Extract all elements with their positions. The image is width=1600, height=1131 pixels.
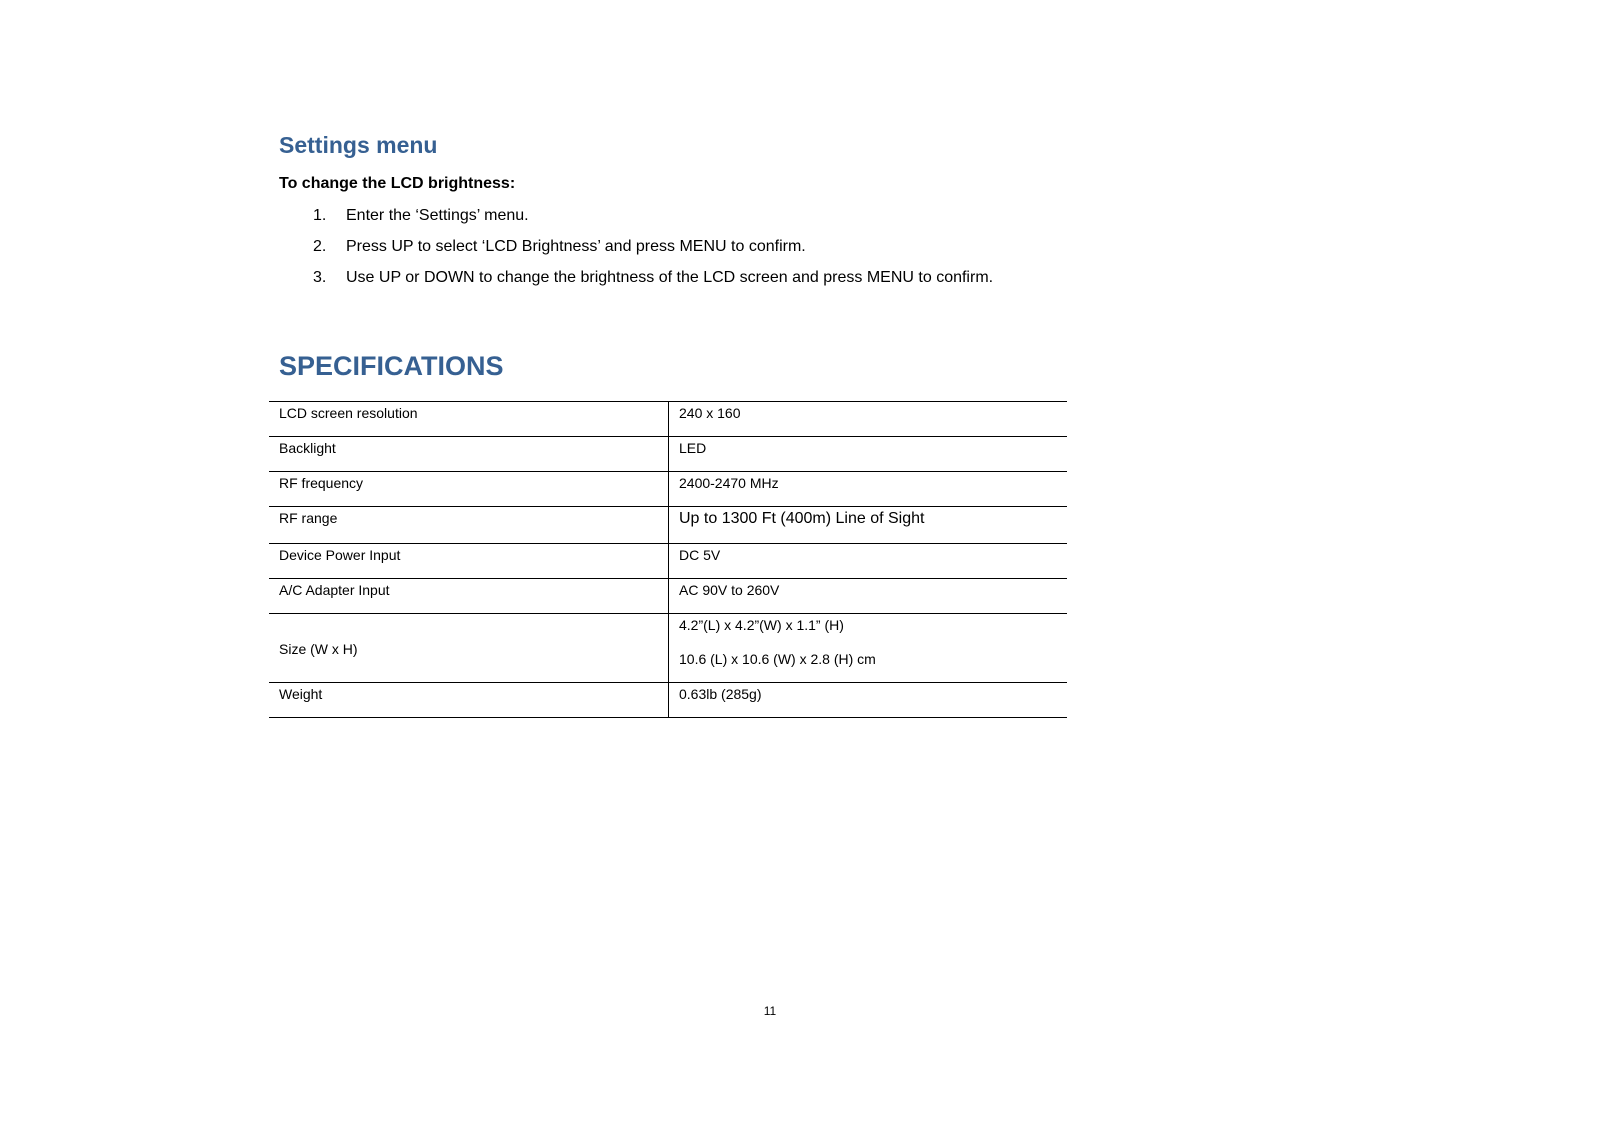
spec-value-cell	[669, 472, 1068, 507]
table-row	[269, 437, 1067, 472]
table-row	[269, 544, 1067, 579]
specifications-heading: SPECIFICATIONS	[279, 351, 504, 381]
step-text: Enter the ‘Settings’ menu.	[346, 207, 529, 224]
spec-label-cell	[269, 579, 669, 614]
specifications-table	[269, 401, 1067, 718]
spec-label: Size (W x H)	[279, 641, 358, 657]
spec-label-cell	[269, 472, 669, 507]
spec-value-cell	[669, 507, 1068, 544]
spec-label-cell	[269, 402, 669, 437]
table-row	[269, 614, 1067, 683]
step-text: Press UP to select ‘LCD Brightness’ and press MENU to confirm.	[346, 238, 806, 255]
spec-value-cell	[669, 437, 1068, 472]
spec-label: Backlight	[279, 440, 336, 456]
spec-value-cell	[669, 614, 1068, 683]
settings-menu-heading: Settings menu	[279, 132, 438, 158]
spec-value-cell	[669, 544, 1068, 579]
spec-label-cell	[269, 507, 669, 544]
spec-value: 240 x 160	[679, 405, 741, 421]
spec-label: RF frequency	[279, 475, 364, 491]
spec-label: LCD screen resolution	[279, 405, 418, 421]
spec-value-cell	[669, 402, 1068, 437]
table-row	[269, 402, 1067, 437]
spec-label-cell	[269, 544, 669, 579]
step-text: Use UP or DOWN to change the brightness of the LCD screen and press MENU to confirm.	[346, 269, 994, 286]
table-row	[269, 472, 1067, 507]
lcd-brightness-subtitle: To change the LCD brightness:	[279, 175, 516, 192]
spec-value: DC 5V	[679, 547, 721, 563]
spec-value: AC 90V to 260V	[679, 582, 780, 598]
spec-label-cell	[269, 683, 669, 718]
spec-label: A/C Adapter Input	[279, 582, 390, 598]
table-row	[269, 683, 1067, 718]
table-row	[269, 507, 1067, 544]
spec-value-cell	[669, 579, 1068, 614]
table-row	[269, 579, 1067, 614]
step-number: 2.	[313, 238, 327, 255]
spec-value: 4.2”(L) x 4.2”(W) x 1.1” (H)	[679, 617, 844, 633]
spec-value: LED	[679, 440, 707, 456]
step-number: 1.	[313, 207, 327, 224]
step-number: 3.	[313, 269, 327, 286]
spec-label: RF range	[279, 510, 338, 526]
spec-value-cell	[669, 683, 1068, 718]
spec-value: 2400-2470 MHz	[679, 475, 779, 491]
spec-value: 0.63lb (285g)	[679, 686, 762, 702]
spec-label-cell	[269, 437, 669, 472]
spec-value-metric: 10.6 (L) x 10.6 (W) x 2.8 (H) cm	[679, 651, 876, 667]
spec-label: Weight	[279, 686, 323, 702]
spec-label-cell	[269, 614, 669, 683]
spec-value: Up to 1300 Ft (400m) Line of Sight	[679, 510, 925, 527]
page-number: 11	[763, 1004, 777, 1018]
spec-label: Device Power Input	[279, 547, 401, 563]
